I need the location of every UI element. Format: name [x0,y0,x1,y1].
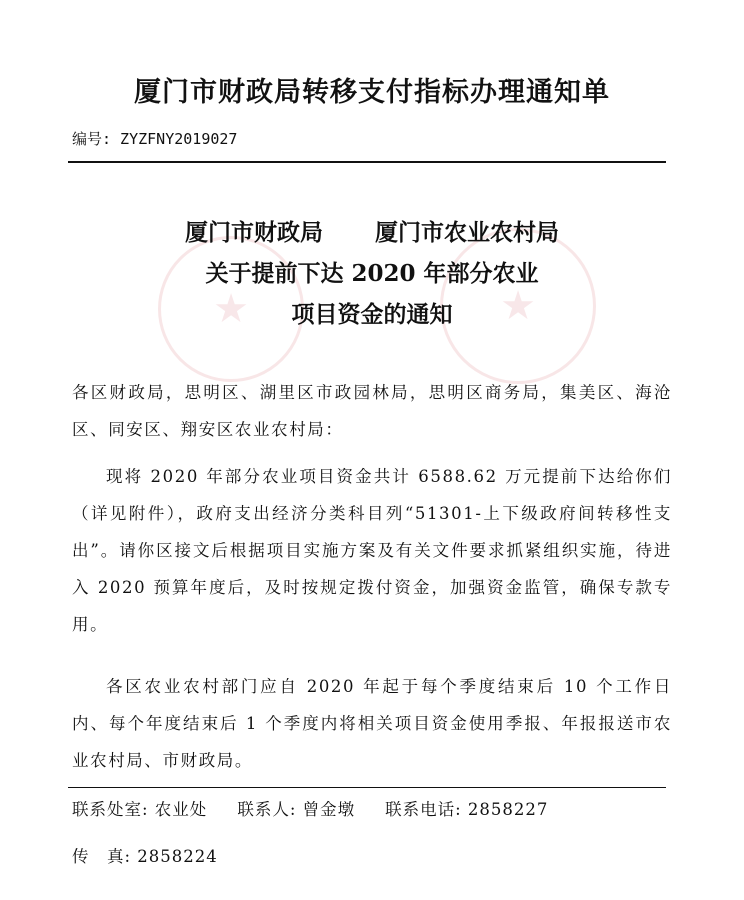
issuer-agriculture-bureau: 厦门市农业农村局 [375,219,559,246]
notice-title-line: 关于提前下达 2020 年部分农业 [205,260,539,287]
notice-title-line: 项目资金的通知 [291,301,453,328]
document-number: 编号: ZYZFNY2019027 [72,130,238,148]
seal-star-icon: ★ [213,286,249,332]
seal-star-icon: ★ [500,283,536,329]
document-title: 厦门市财政局转移支付指标办理通知单 [134,77,610,108]
footer-divider [68,787,666,788]
header-divider [68,161,666,163]
contact-info [72,796,548,820]
contact-person: 联系人: 曾金墩 [237,800,356,819]
addressee: 各区财政局，思明区、湖里区市政园林局，思明区商务局，集美区、海沧区、同安区、翔安区农业农村局： [72,383,672,439]
notice-issuers [0,214,744,247]
issuer-finance-bureau: 厦门市财政局 [185,219,323,246]
body-paragraph: 现将 2020 年部分农业项目资金共计 6588.62 万元提前下达给你们（详见附件），政府支出经济分类科目列“51301-上下级政府间转移性支出”。请你区接文后根据项目实施方案及有关文件要求抓紧组织实施，待进入 2020 预算年度后，及时按规定拨付资金，加强资金监管，确保专款专用。 [72,467,672,634]
body-paragraph: 各区农业农村部门应自 2020 年起于每个季度结束后 10 个工作日内、每个年度结束后 1 个季度内将相关项目资金使用季报、年报报送市农业农村局、市财政局。 [72,677,672,770]
contact-office: 联系处室: 农业处 [72,800,208,819]
contact-fax: 传 真: 2858224 [72,847,218,866]
contact-phone: 联系电话: 2858227 [385,800,549,819]
